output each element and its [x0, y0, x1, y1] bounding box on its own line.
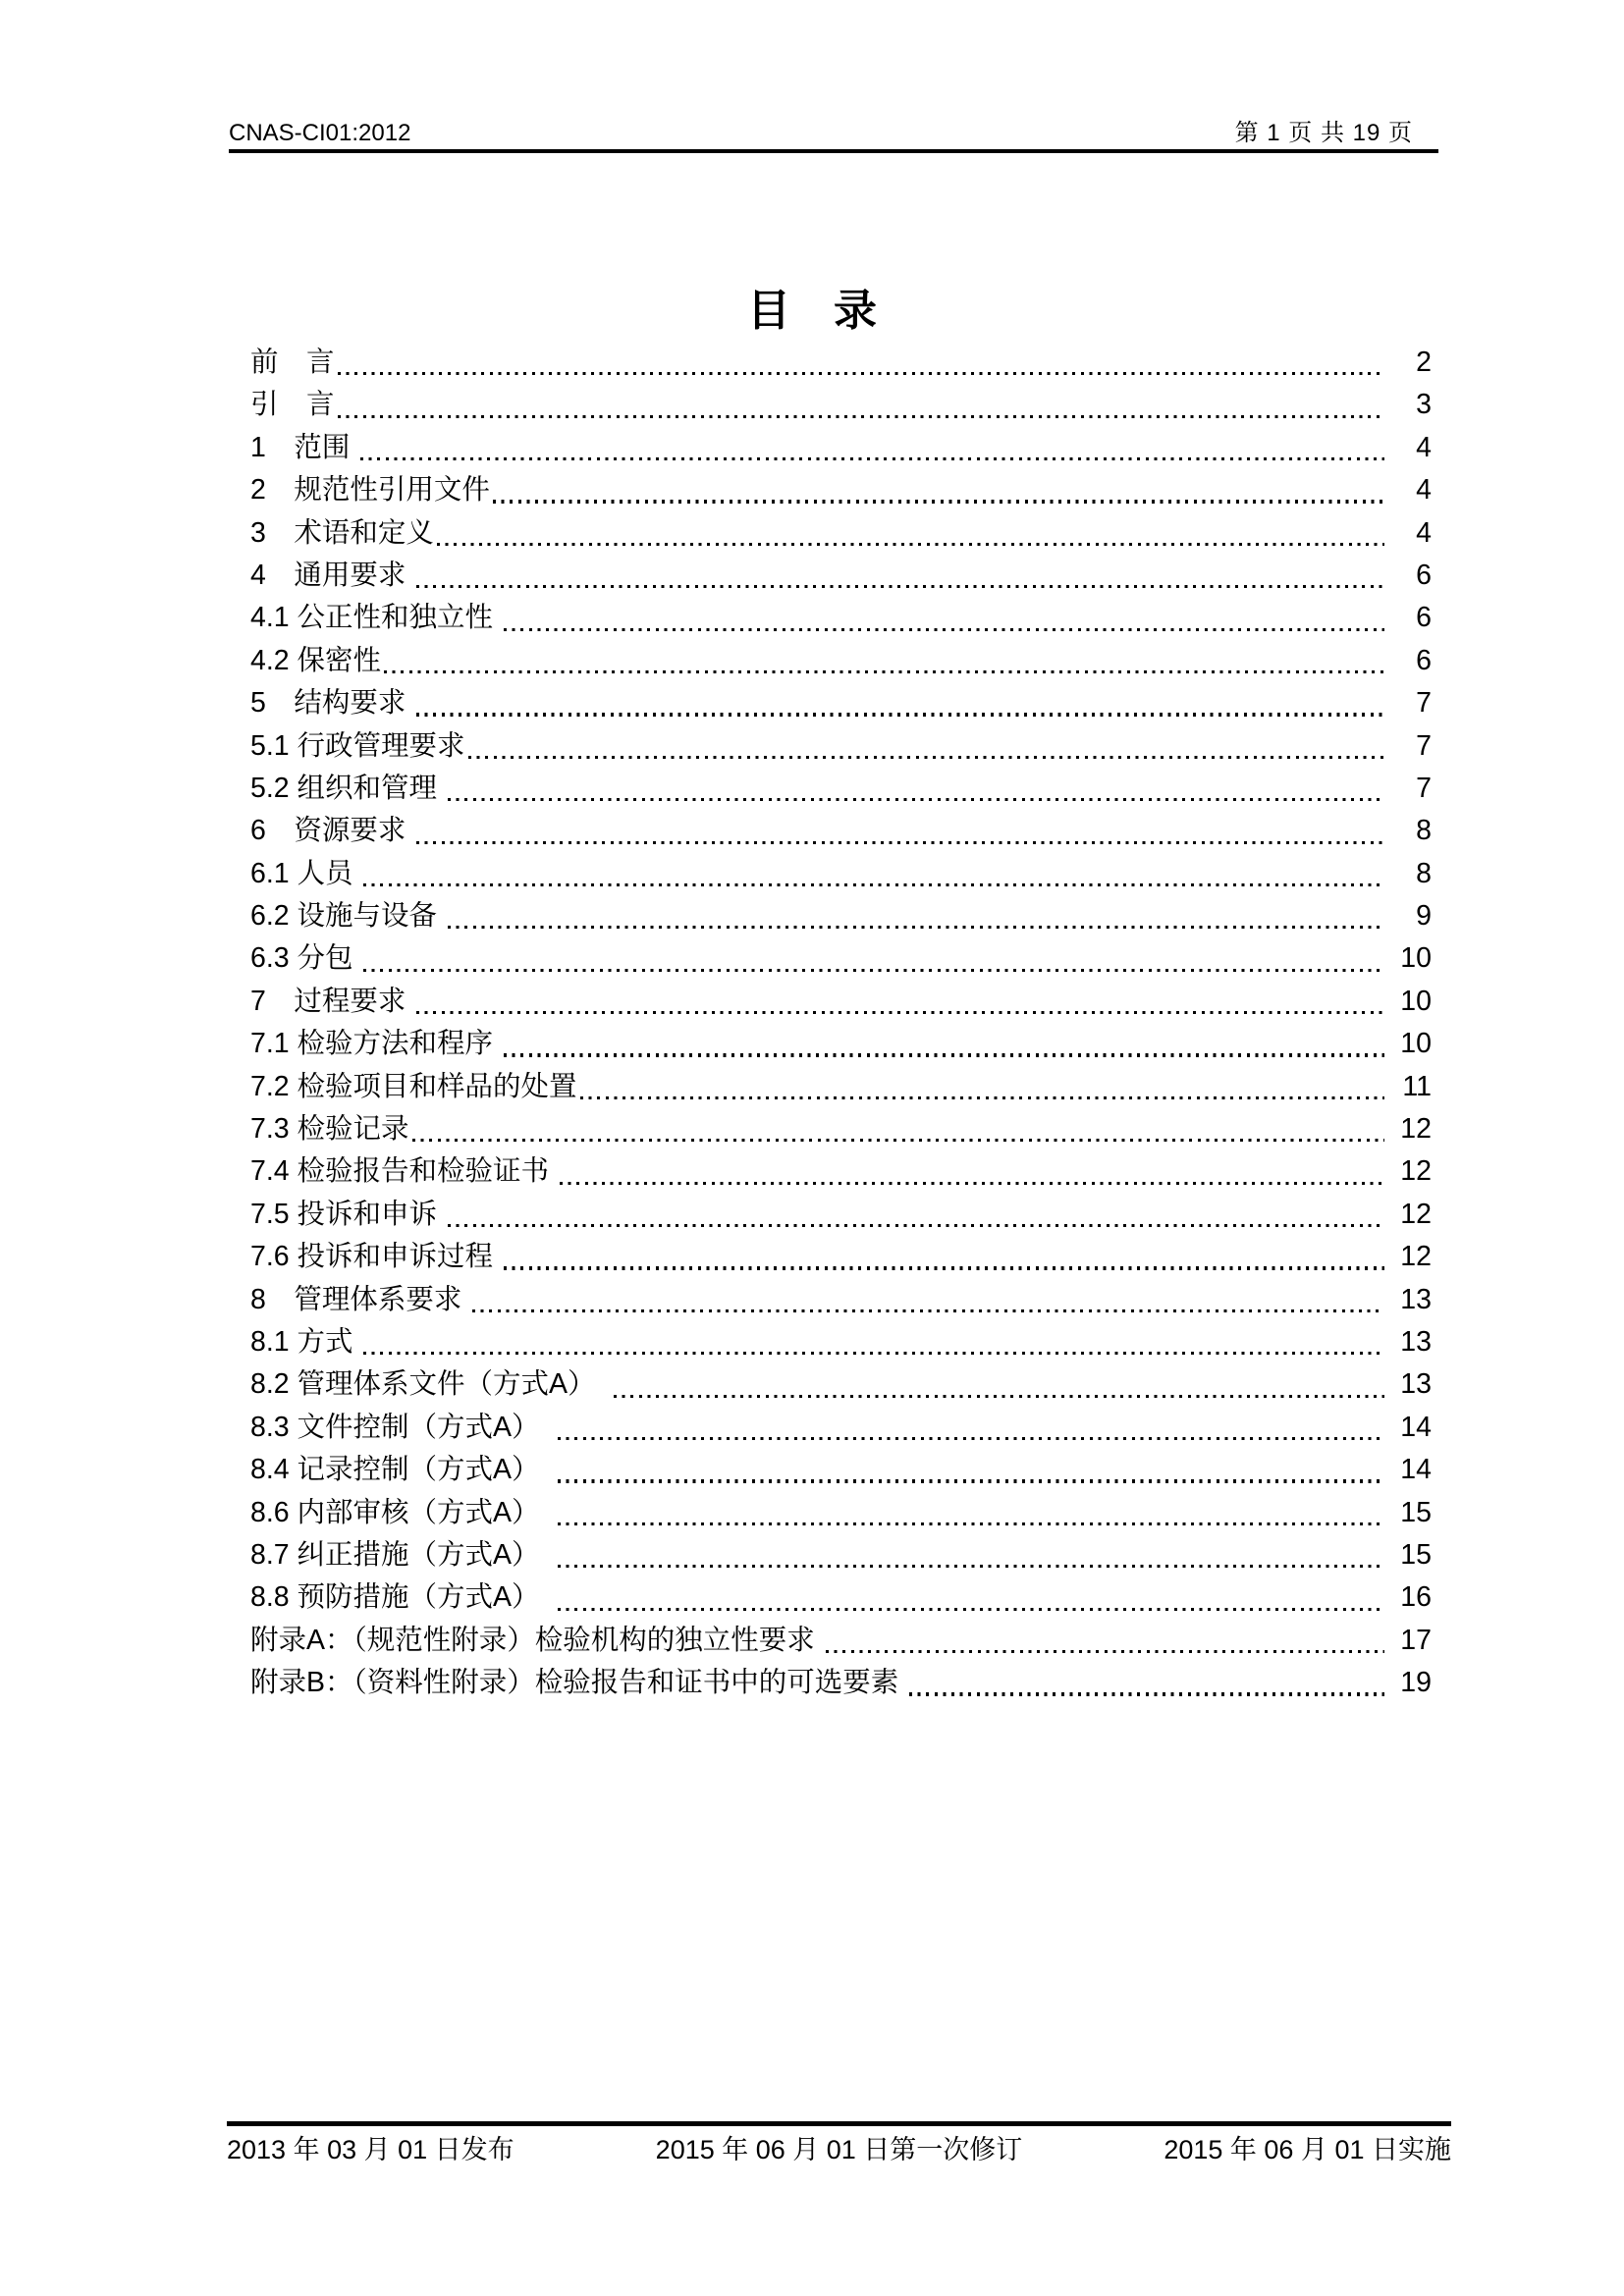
toc-entry	[250, 384, 1432, 426]
toc-entry-label: 8.7 纠正措施（方式A）	[250, 1538, 556, 1571]
toc-entry-page: 12	[1400, 1198, 1432, 1230]
toc-entry	[250, 342, 1432, 384]
toc-entry-label: 7.1 检验方法和程序	[250, 1028, 501, 1060]
toc-entry	[250, 1492, 1432, 1534]
toc-entry	[250, 682, 1432, 724]
toc-entry	[250, 1279, 1432, 1321]
toc-entry-page: 6	[1416, 602, 1432, 634]
toc-entry	[250, 1321, 1432, 1363]
toc-entry-label: 7.4 检验报告和检验证书	[250, 1155, 557, 1188]
dot-leader	[416, 1011, 1384, 1014]
toc-entry	[250, 597, 1432, 639]
toc-entry-label: 8.1 方式	[250, 1325, 361, 1358]
toc-entry-page: 17	[1400, 1624, 1432, 1656]
toc-entry-label: 6 资源要求	[250, 815, 414, 847]
page-indicator: 第 1 页 共 19 页	[1234, 120, 1413, 146]
toc-entry	[250, 768, 1432, 810]
toc-entry-label: 2 规范性引用文件	[250, 474, 490, 507]
dot-leader	[472, 1309, 1384, 1312]
toc-entry-label: 4.2 保密性	[250, 644, 382, 676]
dot-leader	[558, 1522, 1384, 1525]
toc-title: 目 录	[747, 287, 877, 335]
toc-entry-label: 8.6 内部审核（方式A）	[250, 1496, 556, 1528]
toc-entry-page: 10	[1400, 985, 1432, 1017]
toc-entry-label: 7 过程要求	[250, 985, 414, 1017]
toc-entry-page: 19	[1400, 1667, 1432, 1699]
toc-entry-label: 5.1 行政管理要求	[250, 729, 465, 762]
toc-entry-page: 13	[1400, 1368, 1432, 1401]
toc-entry	[250, 1150, 1432, 1193]
dot-leader	[580, 1096, 1384, 1099]
toc-entry-page: 10	[1400, 942, 1432, 975]
toc-entry-page: 12	[1400, 1155, 1432, 1188]
dot-leader	[363, 1352, 1384, 1355]
header-divider	[229, 149, 1438, 153]
toc-entry-page: 16	[1400, 1581, 1432, 1614]
dot-leader	[360, 457, 1384, 460]
toc-entry-page: 7	[1416, 687, 1432, 720]
dot-leader	[416, 841, 1384, 844]
toc-entry-page: 3	[1416, 389, 1432, 421]
footer-release-date: 2013 年 03 月 01 日发布	[227, 2135, 514, 2164]
dot-leader	[558, 1437, 1384, 1440]
toc-entry-label: 8.3 文件控制（方式A）	[250, 1411, 556, 1443]
toc-entry-page: 11	[1402, 1070, 1432, 1102]
dot-leader	[826, 1650, 1384, 1653]
dot-leader	[338, 415, 1384, 418]
dot-leader	[416, 713, 1384, 716]
toc-entry-page: 12	[1400, 1241, 1432, 1273]
toc-entry	[250, 937, 1432, 980]
toc-entry-page: 10	[1400, 1028, 1432, 1060]
toc-entry-label: 3 术语和定义	[250, 516, 434, 549]
toc-entry-label: 8.2 管理体系文件（方式A）	[250, 1368, 612, 1401]
dot-leader	[384, 670, 1384, 673]
toc-entry-page: 15	[1400, 1538, 1432, 1571]
toc-entry-page: 15	[1400, 1496, 1432, 1528]
toc-entry	[250, 725, 1432, 768]
dot-leader	[363, 969, 1384, 972]
toc-entry-label: 4 通用要求	[250, 559, 414, 591]
toc-entry-label: 附录A：（规范性附录）检验机构的独立性要求	[250, 1624, 823, 1656]
toc-entry	[250, 1620, 1432, 1662]
toc-entry-page: 14	[1400, 1411, 1432, 1443]
dot-leader	[560, 1182, 1384, 1185]
toc-entry-label: 8.4 记录控制（方式A）	[250, 1454, 556, 1486]
toc-entry-page: 14	[1400, 1454, 1432, 1486]
dot-leader	[558, 1565, 1384, 1568]
toc-entry	[250, 1662, 1432, 1704]
toc-entry-page: 4	[1416, 474, 1432, 507]
dot-leader	[504, 1053, 1384, 1056]
toc-entry	[250, 1236, 1432, 1278]
toc-entry-label: 前 言	[250, 347, 335, 378]
dot-leader	[448, 926, 1384, 929]
toc-entry	[250, 469, 1432, 511]
toc-entry	[250, 512, 1432, 555]
dot-leader	[338, 372, 1384, 375]
toc-entry	[250, 427, 1432, 469]
toc-entry	[250, 1108, 1432, 1150]
toc-entry	[250, 810, 1432, 852]
toc-entry-page: 2	[1416, 347, 1432, 378]
page-header	[229, 120, 1438, 147]
dot-leader	[448, 798, 1384, 801]
toc-entry	[250, 640, 1432, 682]
footer-divider	[227, 2121, 1451, 2126]
toc-entry	[250, 853, 1432, 895]
toc-entry	[250, 1066, 1432, 1108]
toc-entry-page: 8	[1416, 815, 1432, 847]
toc-entry-page: 13	[1400, 1325, 1432, 1358]
toc-entry-label: 5 结构要求	[250, 687, 414, 720]
toc-entry-page: 6	[1416, 559, 1432, 591]
footer-implementation-date: 2015 年 06 月 01 日实施	[1164, 2135, 1451, 2164]
toc-entry-page: 4	[1416, 431, 1432, 463]
toc-entry-page: 6	[1416, 644, 1432, 676]
toc-entry-label: 7.6 投诉和申诉过程	[250, 1241, 501, 1273]
page-footer	[227, 2133, 1451, 2166]
toc-entry-label: 8.8 预防措施（方式A）	[250, 1581, 556, 1614]
toc-entry-page: 9	[1416, 900, 1432, 933]
toc-entry-label: 6.3 分包	[250, 942, 361, 975]
dot-leader	[363, 883, 1384, 886]
toc-entry-page: 7	[1416, 772, 1432, 804]
dot-leader	[437, 543, 1384, 546]
toc-entry-label: 5.2 组织和管理	[250, 772, 445, 804]
dot-leader	[468, 756, 1384, 759]
toc-entry-page: 13	[1400, 1283, 1432, 1315]
document-code: CNAS-CI01:2012	[229, 120, 411, 146]
toc-entry-label: 附录B：（资料性附录）检验报告和证书中的可选要素	[250, 1667, 907, 1699]
toc-entry-page: 4	[1416, 516, 1432, 549]
dot-leader	[493, 500, 1384, 503]
toc-entry-label: 7.3 检验记录	[250, 1113, 409, 1146]
toc-entry	[250, 1023, 1432, 1065]
toc-entry-page: 7	[1416, 729, 1432, 762]
toc-entry	[250, 1534, 1432, 1576]
dot-leader	[504, 628, 1384, 631]
toc-entry	[250, 1576, 1432, 1619]
toc-entry-label: 8 管理体系要求	[250, 1283, 470, 1315]
dot-leader	[416, 585, 1384, 588]
toc-entry-page: 8	[1416, 857, 1432, 889]
table-of-contents	[250, 342, 1432, 1705]
dot-leader	[558, 1608, 1384, 1611]
toc-entry-label: 4.1 公正性和独立性	[250, 602, 501, 634]
dot-leader	[412, 1139, 1384, 1142]
toc-entry	[250, 981, 1432, 1023]
dot-leader	[614, 1395, 1384, 1398]
toc-entry	[250, 1363, 1432, 1406]
dot-leader	[504, 1266, 1384, 1269]
footer-revision-date: 2015 年 06 月 01 日第一次修订	[655, 2135, 1023, 2164]
dot-leader	[558, 1479, 1384, 1482]
toc-entry-label: 引 言	[250, 389, 335, 421]
toc-entry-label: 6.1 人员	[250, 857, 361, 889]
dot-leader	[909, 1692, 1384, 1695]
toc-entry-label: 7.2 检验项目和样品的处置	[250, 1070, 577, 1102]
toc-entry	[250, 895, 1432, 937]
dot-leader	[448, 1224, 1384, 1227]
toc-entry-label: 7.5 投诉和申诉	[250, 1198, 445, 1230]
toc-entry-page: 12	[1400, 1113, 1432, 1146]
toc-entry	[250, 1407, 1432, 1449]
toc-entry	[250, 1194, 1432, 1236]
toc-entry	[250, 555, 1432, 597]
toc-entry-label: 6.2 设施与设备	[250, 900, 445, 933]
toc-entry-label: 1 范围	[250, 431, 358, 463]
toc-entry	[250, 1449, 1432, 1491]
